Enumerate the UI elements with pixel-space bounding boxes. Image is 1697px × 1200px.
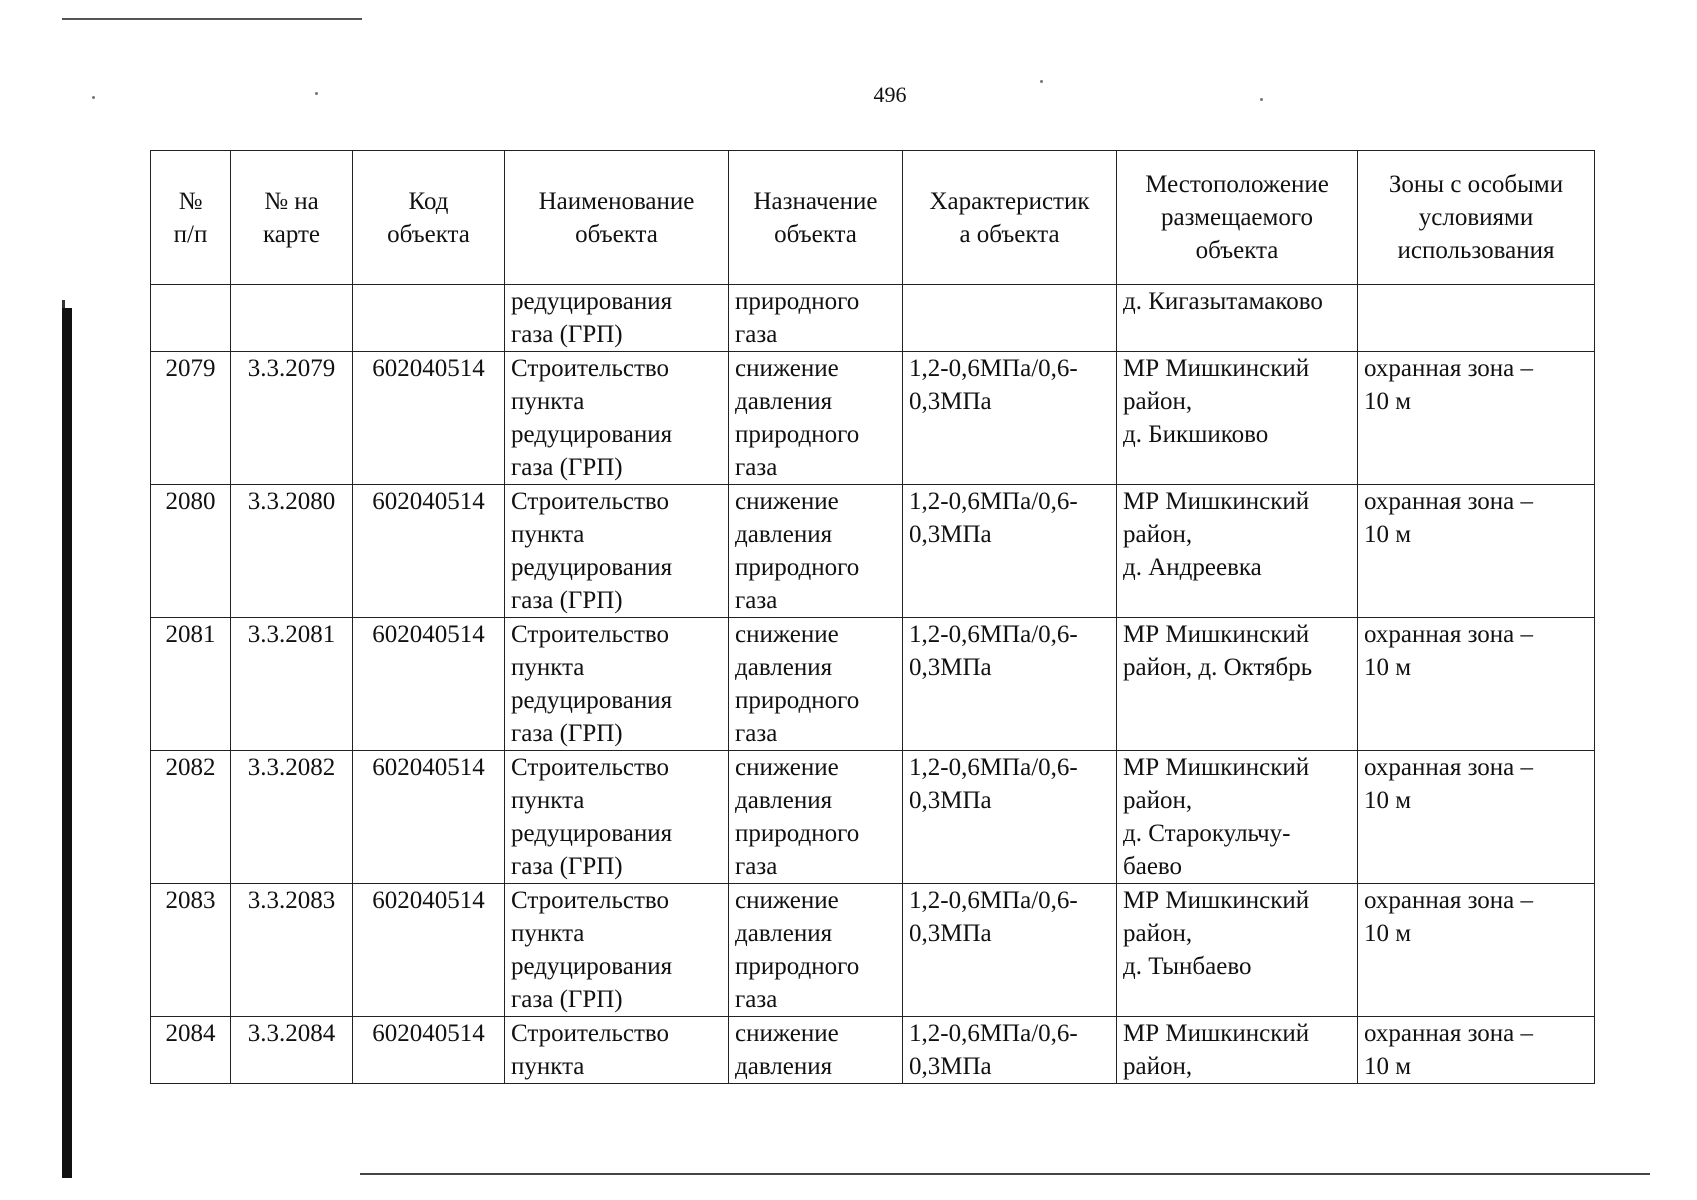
cell-object-purpose: снижение давления природного газа [729, 352, 903, 485]
cell-num: 2080 [151, 485, 231, 618]
cell-object-characteristic: 1,2-0,6МПа/0,6- 0,3МПа [903, 1017, 1117, 1084]
page-number: 496 [873, 82, 907, 107]
cell-map-number: 3.3.2083 [231, 884, 353, 1017]
header-object-location: Местоположение размещаемого объекта [1117, 151, 1358, 285]
cell-object-characteristic: 1,2-0,6МПа/0,6- 0,3МПа [903, 352, 1117, 485]
table-header-row [151, 151, 1595, 285]
cell-special-zones: охранная зона – 10 м [1358, 618, 1595, 751]
cell-special-zones: охранная зона – 10 м [1358, 884, 1595, 1017]
cell-num [151, 285, 231, 352]
cell-object-code: 602040514 [353, 618, 505, 751]
cell-special-zones: охранная зона – 10 м [1358, 1017, 1595, 1084]
table-row [151, 285, 1595, 352]
cell-object-code [353, 285, 505, 352]
objects-table [150, 150, 1595, 1084]
cell-object-code: 602040514 [353, 884, 505, 1017]
cell-object-purpose: снижение давления природного газа [729, 884, 903, 1017]
cell-object-characteristic [903, 285, 1117, 352]
cell-map-number: 3.3.2080 [231, 485, 353, 618]
header-object-purpose: Назначение объекта [729, 151, 903, 285]
cell-object-purpose: снижение давления природного газа [729, 618, 903, 751]
cell-map-number [231, 285, 353, 352]
cell-object-code: 602040514 [353, 1017, 505, 1084]
cell-object-code: 602040514 [353, 751, 505, 884]
header-object-code: Код объекта [353, 151, 505, 285]
cell-num: 2084 [151, 1017, 231, 1084]
cell-special-zones: охранная зона – 10 м [1358, 352, 1595, 485]
header-object-name: Наименование объекта [505, 151, 729, 285]
cell-object-location: МР Мишкинский район, [1117, 1017, 1358, 1084]
cell-special-zones: охранная зона – 10 м [1358, 485, 1595, 618]
cell-map-number: 3.3.2081 [231, 618, 353, 751]
table-row [151, 884, 1595, 1017]
cell-object-name: редуцирования газа (ГРП) [505, 285, 729, 352]
cell-map-number: 3.3.2079 [231, 352, 353, 485]
cell-object-name: Строительство пункта редуцирования газа (ГРП) [505, 751, 729, 884]
cell-object-characteristic: 1,2-0,6МПа/0,6- 0,3МПа [903, 485, 1117, 618]
cell-object-characteristic: 1,2-0,6МПа/0,6- 0,3МПа [903, 751, 1117, 884]
header-object-characteristic: Характеристик а объекта [903, 151, 1117, 285]
header-special-zones: Зоны с особыми условиями использования [1358, 151, 1595, 285]
table-row [151, 751, 1595, 884]
binding-edge-shadow [62, 308, 72, 1178]
table-row [151, 352, 1595, 485]
cell-object-characteristic: 1,2-0,6МПа/0,6- 0,3МПа [903, 884, 1117, 1017]
cell-object-name: Строительство пункта редуцирования газа (ГРП) [505, 884, 729, 1017]
top-scan-rule [62, 18, 362, 20]
cell-num: 2083 [151, 884, 231, 1017]
cell-object-location: МР Мишкинский район, д. Тынбаево [1117, 884, 1358, 1017]
cell-object-characteristic: 1,2-0,6МПа/0,6- 0,3МПа [903, 618, 1117, 751]
cell-object-location: д. Кигазытамаково [1117, 285, 1358, 352]
cell-num: 2082 [151, 751, 231, 884]
cell-object-name: Строительство пункта [505, 1017, 729, 1084]
cell-object-purpose: снижение давления природного газа [729, 485, 903, 618]
cell-map-number: 3.3.2082 [231, 751, 353, 884]
header-map-number: № на карте [231, 151, 353, 285]
cell-object-name: Строительство пункта редуцирования газа (ГРП) [505, 352, 729, 485]
cell-object-purpose: природного газа [729, 285, 903, 352]
bottom-scan-rule [360, 1173, 1650, 1175]
cell-object-name: Строительство пункта редуцирования газа (ГРП) [505, 618, 729, 751]
cell-object-location: МР Мишкинский район, д. Андреевка [1117, 485, 1358, 618]
cell-num: 2081 [151, 618, 231, 751]
cell-object-code: 602040514 [353, 485, 505, 618]
table-row [151, 618, 1595, 751]
table-row [151, 485, 1595, 618]
cell-num: 2079 [151, 352, 231, 485]
cell-map-number: 3.3.2084 [231, 1017, 353, 1084]
cell-special-zones: охранная зона – 10 м [1358, 751, 1595, 884]
cell-object-location: МР Мишкинский район, д. Октябрь [1117, 618, 1358, 751]
cell-object-code: 602040514 [353, 352, 505, 485]
cell-object-purpose: снижение давления [729, 1017, 903, 1084]
cell-special-zones [1358, 285, 1595, 352]
cell-object-location: МР Мишкинский район, д. Старокульчу- баево [1117, 751, 1358, 884]
header-num: № п/п [151, 151, 231, 285]
cell-object-location: МР Мишкинский район, д. Бикшиково [1117, 352, 1358, 485]
cell-object-name: Строительство пункта редуцирования газа (ГРП) [505, 485, 729, 618]
table-row [151, 1017, 1595, 1084]
cell-object-purpose: снижение давления природного газа [729, 751, 903, 884]
